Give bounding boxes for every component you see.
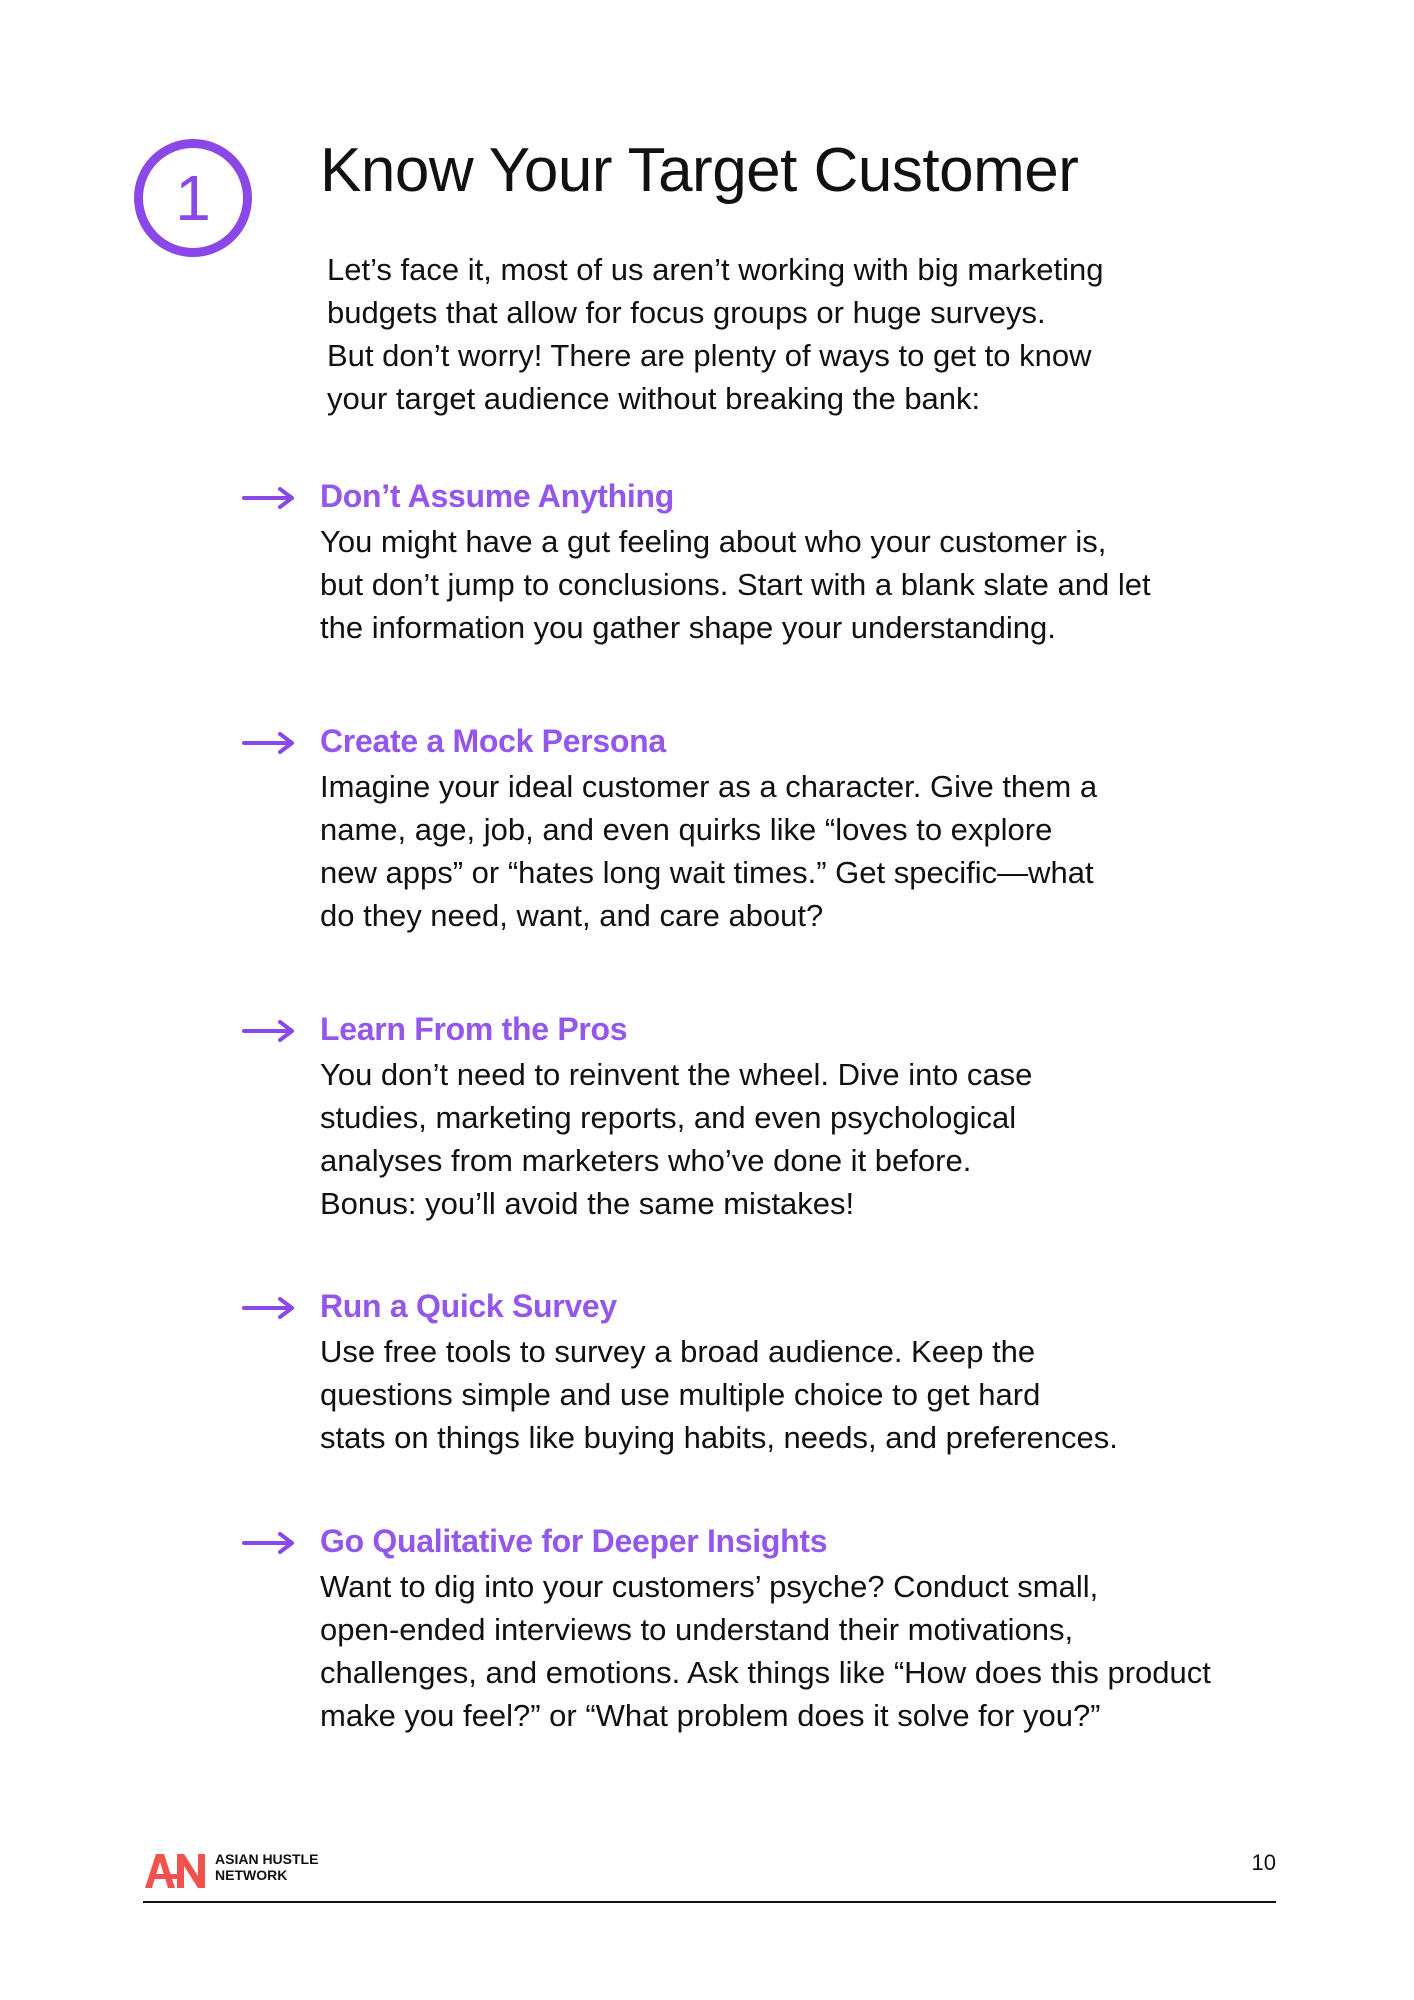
tip-body-line: Use free tools to survey a broad audience. Keep the: [320, 1334, 1036, 1369]
tip-body: [320, 1053, 1032, 1225]
tip-body-line: Want to dig into your customers’ psyche? Conduct small,: [320, 1569, 1099, 1604]
tip-body-line: the information you gather shape your understanding.: [320, 610, 1056, 645]
page-number: 10: [1251, 1850, 1276, 1875]
page-footer: [143, 1840, 1276, 1910]
tip-heading: Create a Mock Persona: [320, 723, 666, 759]
tip-heading: Run a Quick Survey: [320, 1288, 617, 1324]
tip-body-line: name, age, job, and even quirks like “loves to explore: [320, 812, 1053, 847]
tip-heading: Don’t Assume Anything: [320, 478, 674, 514]
tip-body-line: analyses from marketers who’ve done it before.: [320, 1143, 972, 1178]
tip-body-line: Bonus: you’ll avoid the same mistakes!: [320, 1186, 855, 1221]
step-number-badge: [134, 139, 252, 257]
tip-body-line: questions simple and use multiple choice to get hard: [320, 1377, 1041, 1412]
tip-body: [320, 765, 1097, 937]
logo-line: NETWORK: [215, 1867, 288, 1883]
tip-body-line: stats on things like buying habits, needs, and preferences.: [320, 1420, 1118, 1455]
tip-heading: Go Qualitative for Deeper Insights: [320, 1523, 828, 1559]
tip-body: [320, 1565, 1211, 1737]
arrow-right-icon: [242, 486, 296, 510]
tip-body-line: make you feel?” or “What problem does it solve for you?”: [320, 1698, 1101, 1733]
tip-body-line: You might have a gut feeling about who your customer is,: [320, 524, 1107, 559]
intro-line: Let’s face it, most of us aren’t working with big marketing: [327, 252, 1104, 287]
intro-line: your target audience without breaking the bank:: [327, 381, 981, 416]
intro-line: But don’t worry! There are plenty of ways to get to know: [327, 338, 1092, 373]
tip-body-line: new apps” or “hates long wait times.” Get specific—what: [320, 855, 1094, 890]
footer-divider: [143, 1901, 1276, 1903]
tip-body-line: but don’t jump to conclusions. Start with a blank slate and let: [320, 567, 1151, 602]
tip-body: [320, 1330, 1118, 1459]
tip-body-line: You don’t need to reinvent the wheel. Dive into case: [320, 1057, 1033, 1092]
tip-heading: Learn From the Pros: [320, 1011, 628, 1047]
arrow-right-icon: [242, 1019, 296, 1043]
arrow-right-icon: [242, 731, 296, 755]
intro-paragraph: [327, 248, 1207, 420]
tip-body-line: Imagine your ideal customer as a character. Give them a: [320, 769, 1098, 804]
page-title: Know Your Target Customer: [320, 136, 1079, 205]
logo-line: ASIAN HUSTLE: [215, 1851, 319, 1867]
logo-wordmark: [215, 1851, 318, 1883]
tip-body-line: studies, marketing reports, and even psychological: [320, 1100, 1017, 1135]
asian-hustle-network-logo: [143, 1850, 209, 1890]
intro-line: budgets that allow for focus groups or huge surveys.: [327, 295, 1046, 330]
tip-body: [320, 520, 1151, 649]
tip-body-line: do they need, want, and care about?: [320, 898, 824, 933]
tip-body-line: open-ended interviews to understand their motivations,: [320, 1612, 1074, 1647]
arrow-right-icon: [242, 1296, 296, 1320]
arrow-right-icon: [242, 1531, 296, 1555]
step-number: 1: [175, 162, 211, 234]
tip-body-line: challenges, and emotions. Ask things like “How does this product: [320, 1655, 1211, 1690]
